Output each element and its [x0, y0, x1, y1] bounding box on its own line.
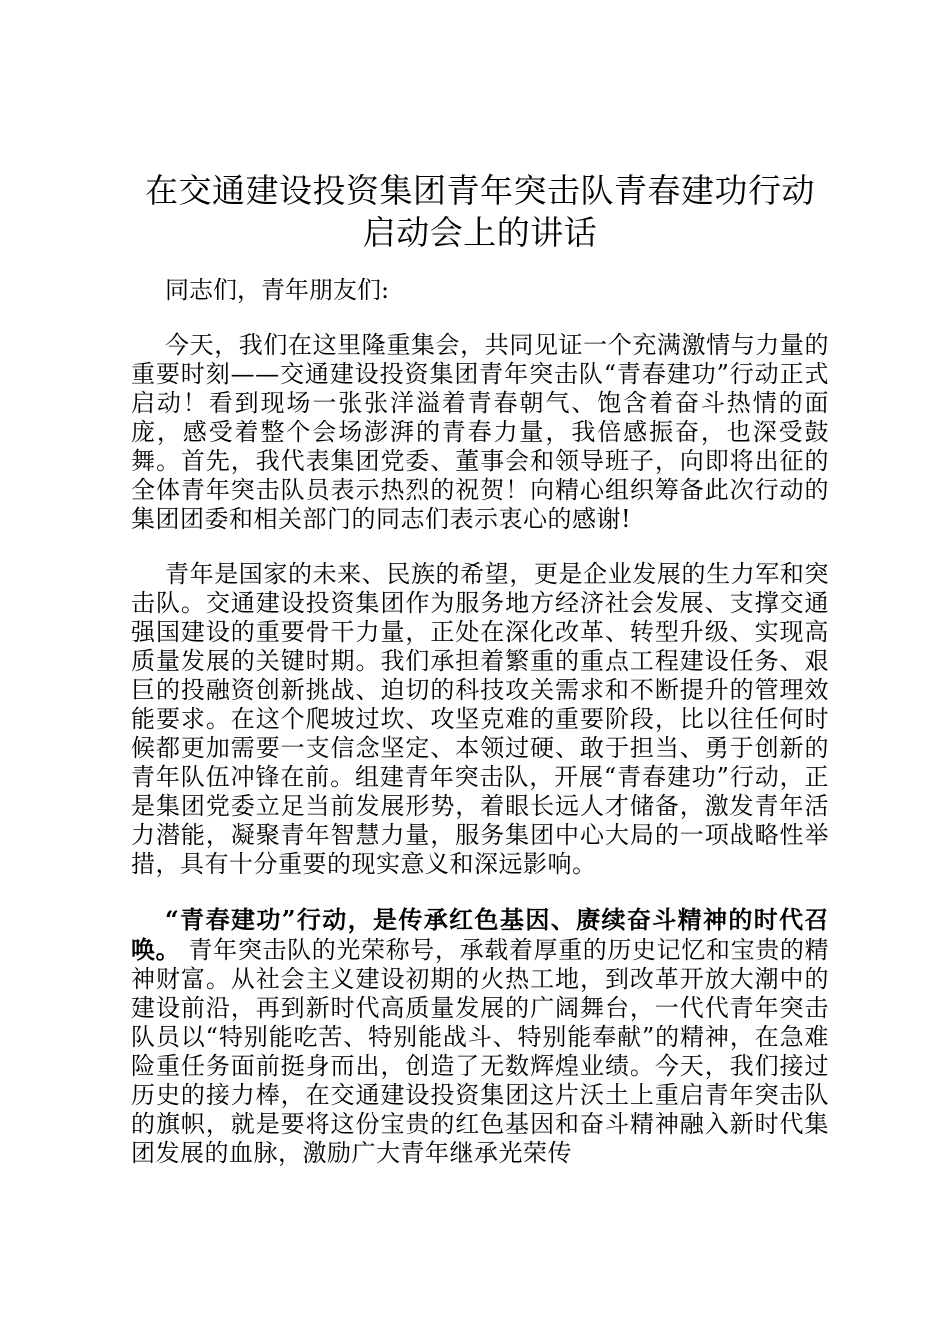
document-title — [131, 170, 829, 254]
paragraph-text: 今天，我们在这里隆重集会，共同见证一个充满激情与力量的重要时刻——交通建设投资集团青年突击队“青春建功”行动正式启动！看到现场一张张洋溢着青春朝气、饱含着奋斗热情的面庞，感受着整个会场澎湃的青春力量，我倍感振奋，也深受鼓舞。首先，我代表集团党委、董事会和领导班子，向即将出征的全体青年突击队员表示热烈的祝贺！向精心组织筹备此次行动的集团团委和相关部门的同志们表示衷心的感谢! — [131, 331, 829, 533]
document-body — [131, 170, 829, 1168]
paragraph-youth-role — [131, 560, 829, 879]
title-line-1: 在交通建设投资集团青年突击队青春建功行动 — [145, 171, 815, 210]
paragraph-text: 青年是国家的未来、民族的希望，更是企业发展的生力军和突击队。交通建设投资集团作为服务地方经济社会发展、支撑交通强国建设的重要骨干力量，正处在深化改革、转型升级、实现高质量发展的关键时期。我们承担着繁重的重点工程建设任务、艰巨的投融资创新挑战、迫切的科技攻关需求和不断提升的管理效能要求。在这个爬坡过坎、攻坚克难的重要阶段，比以往任何时候都更加需要一支信念坚定、本领过硬、敢于担当、勇于创新的青年队伍冲锋在前。组建青年突击队，开展“青春建功”行动，正是集团党委立足当前发展形势，着眼长远人才储备，激发青年活力潜能，凝聚青年智慧力量，服务集团中心大局的一项战略性举措，具有十分重要的现实意义和深远影响。 — [131, 560, 829, 878]
paragraph-text: 青年突击队的光荣称号，承载着厚重的历史记忆和宝贵的精神财富。从社会主义建设初期的火热工地，到改革开放大潮中的建设前沿，再到新时代高质量发展的广阔舞台，一代代青年突击队员以“特别能吃苦、特别能战斗、特别能奉献”的精神，在急难险重任务面前挺身而出，创造了无数辉煌业绩。今天，我们接过历史的接力棒，在交通建设投资集团这片沃土上重启青年突击队的旗帜，就是要将这份宝贵的红色基因和奋斗精神融入新时代集团发展的血脉，激励广大青年继承光荣传 — [131, 936, 829, 1167]
salutation: 同志们，青年朋友们: — [165, 276, 390, 304]
title-line-2: 启动会上的讲话 — [362, 213, 598, 252]
paragraph-red-gene — [131, 905, 829, 1168]
paragraph-opening — [131, 331, 829, 534]
paragraph-lead-sentence: “青春建功”行动，是传承红色基因、赓续奋斗精神的时代召唤。 — [131, 905, 829, 964]
